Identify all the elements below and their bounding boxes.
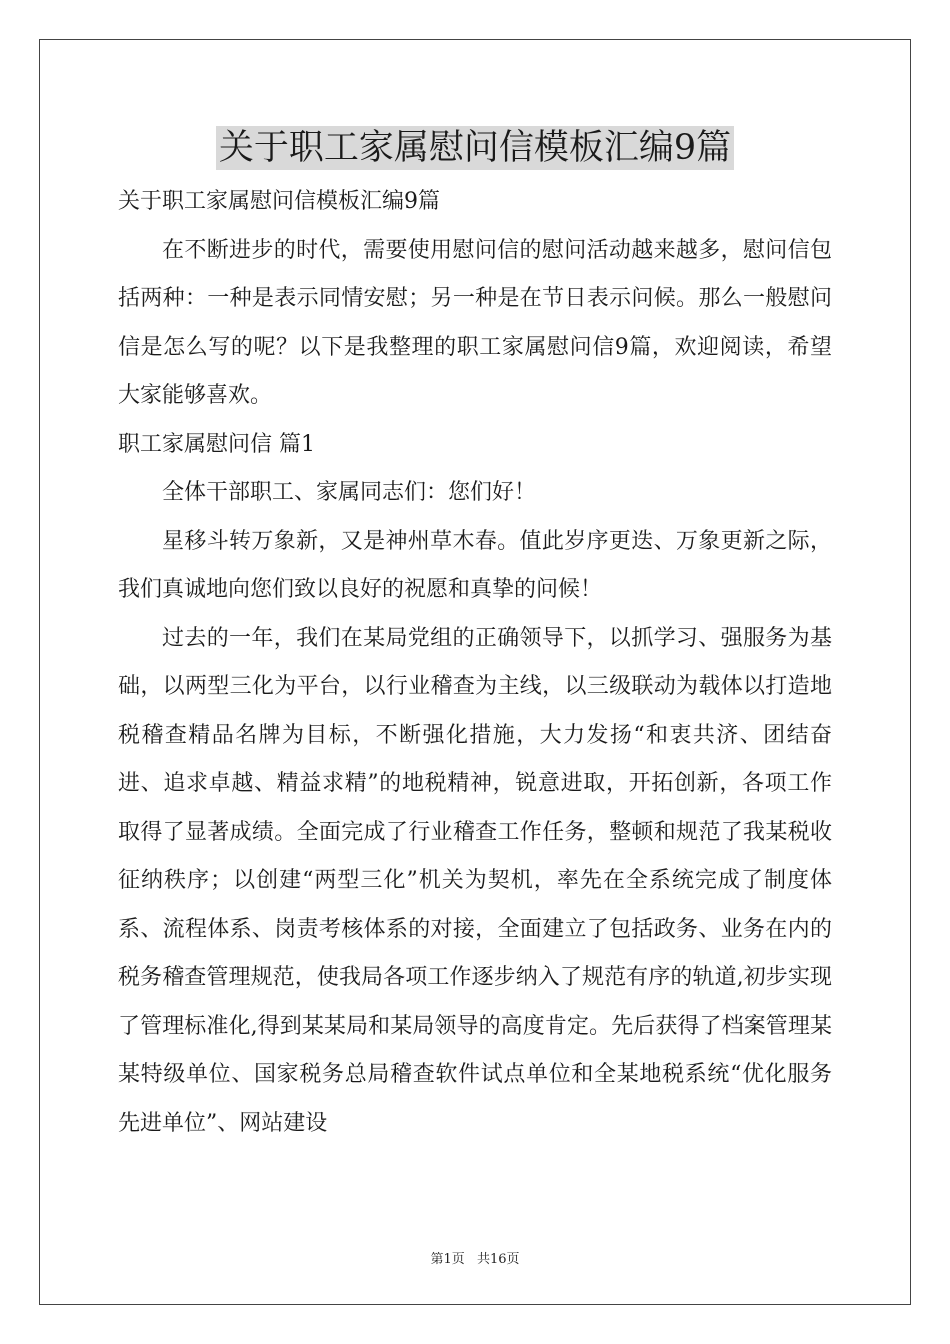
body-paragraph: 过去的一年，我们在某局党组的正确领导下，以抓学习、强服务为基础，以两型三化为平台，以行业稽查为主线，以三级联动为载体以打造地税稽查精品名牌为目标，不断强化措施，大力发扬“和衷共济、团结奋进、追求卓越、精益求精”的地税精神，锐意进取，开拓创新，各项工作取得了显著成绩。全面完成了行业稽查工作任务，整顿和规范了我某税收征纳秩序；以创建“两型三化”机关为契机，率先在全系统完成了制度体系、流程体系、岗责考核体系的对接，全面建立了包括政务、业务在内的税务稽查管理规范，使我局各项工作逐步纳入了规范有序的轨道,初步实现了管理标准化,得到某某局和某局领导的高度肯定。先后获得了档案管理某某特级单位、国家税务总局稽查软件试点单位和全某地税系统“优化服务先进单位”、网站建设 — [118, 625, 832, 1136]
greeting-paragraph: 全体干部职工、家属同志们：您们好！ — [162, 480, 537, 505]
section-heading: 职工家属慰问信 篇1 — [118, 431, 315, 457]
intro-paragraph: 在不断进步的时代，需要使用慰问信的慰问活动越来越多，慰问信包括两种：一种是表示同情安慰；另一种是在节日表示问候。那么一般慰问信是怎么写的呢？以下是我整理的职工家属慰问信9篇，欢迎阅读，希望大家能够喜欢。 — [118, 237, 832, 408]
document-subtitle: 关于职工家属慰问信模板汇编9篇 — [118, 189, 440, 214]
document-title: 关于职工家属慰问信模板汇编9篇 — [216, 126, 734, 170]
page-number: 第1页 — [430, 1252, 465, 1267]
title-area — [0, 126, 950, 170]
page-total: 共16页 — [476, 1252, 520, 1267]
page-footer — [0, 1248, 950, 1267]
body-paragraph: 星移斗转万象新，又是神州草木春。值此岁序更迭、万象更新之际，我们真诚地向您们致以良好的祝愿和真挚的问候！ — [118, 528, 832, 602]
document-body — [118, 178, 832, 1148]
